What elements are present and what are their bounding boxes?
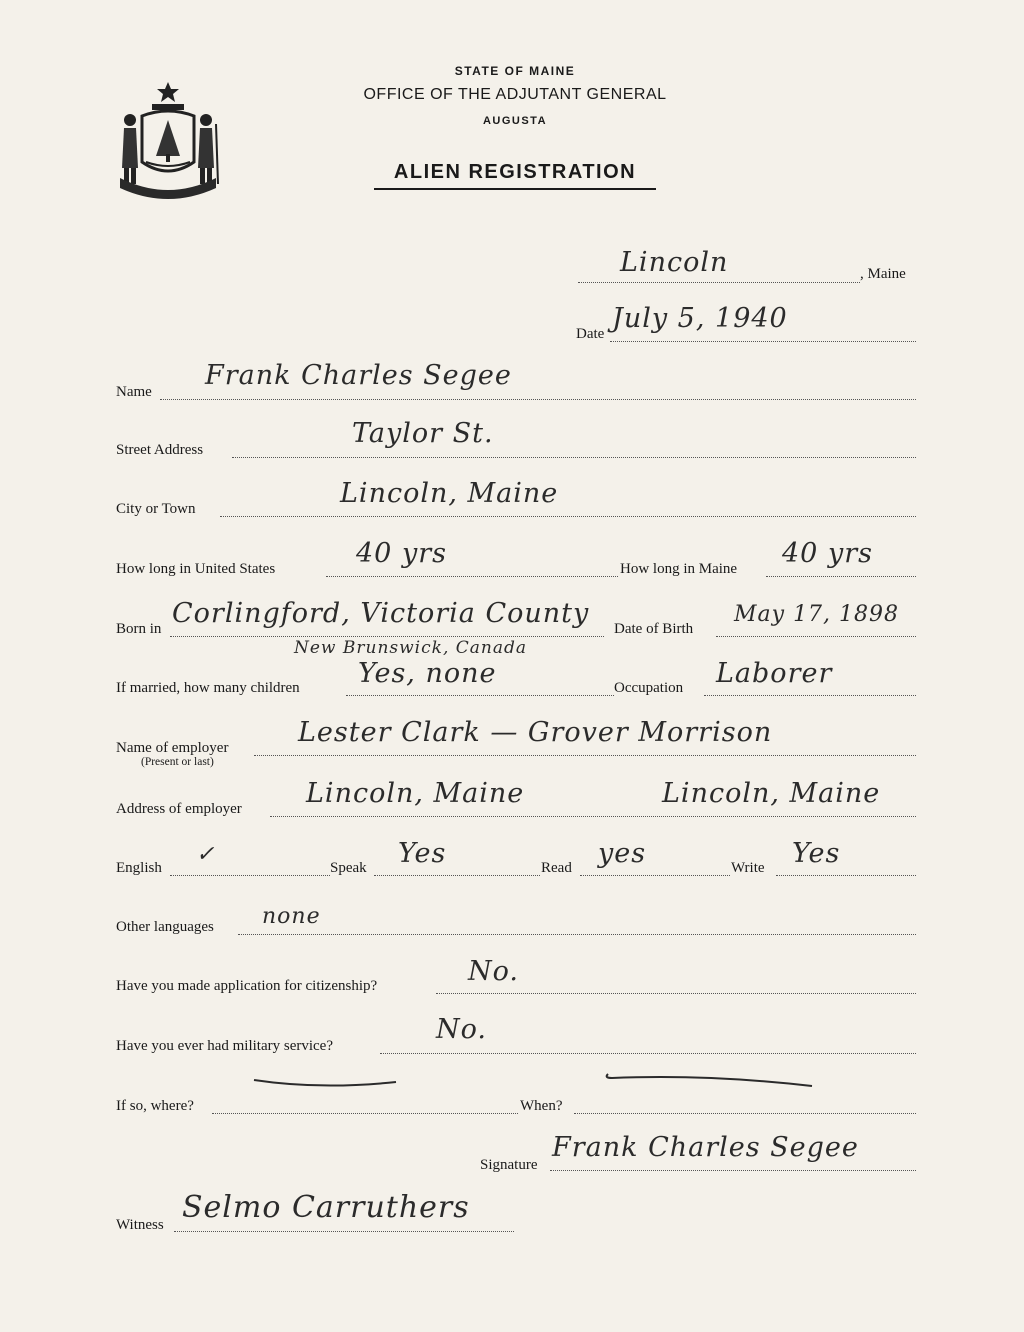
name-label: Name [116,384,152,400]
english-label: English [116,860,162,876]
name-line [160,399,916,400]
location-line [578,282,860,283]
employer-address-value-2: Lincoln, Maine [662,778,881,809]
how-long-us-line [326,576,618,577]
how-long-us-label: How long in United States [116,561,276,577]
form-title: ALIEN REGISTRATION [393,161,637,183]
header-city: AUGUSTA [482,115,548,127]
city-value: Lincoln, Maine [340,478,559,509]
speak-label: Speak [330,860,367,876]
how-long-us-value: 40 yrs [356,538,447,569]
date-line [610,341,916,342]
occupation-value: Laborer [716,658,833,689]
date-of-birth-label: Date of Birth [614,621,694,637]
signature-value: Frank Charles Segee [552,1132,859,1163]
employer-line [254,755,916,756]
children-line [346,695,614,696]
citizenship-line [436,993,916,994]
city-label: City or Town [116,501,196,517]
date-value: July 5, 1940 [612,303,788,334]
where-dash-mark [250,1072,400,1092]
name-value: Frank Charles Segee [205,360,512,391]
date-of-birth-value: May 17, 1898 [734,602,900,627]
children-label: If married, how many children [116,680,300,696]
title-underline [374,188,656,190]
when-label: When? [520,1098,563,1114]
employer-address-label: Address of employer [116,801,242,817]
location-suffix: , Maine [860,266,906,282]
born-in-label: Born in [116,621,162,637]
header-office: OFFICE OF THE ADJUTANT GENERAL [363,86,667,103]
write-line [776,875,916,876]
employer-label: Name of employer [116,740,229,756]
military-line [380,1053,916,1054]
date-label: Date [576,326,605,342]
other-languages-line [238,934,916,935]
employer-note: (Present or last) [141,756,214,768]
how-long-maine-line [766,576,916,577]
write-value: Yes [792,838,841,869]
born-in-value-line2: New Brunswick, Canada [294,638,527,658]
born-in-value: Corlingford, Victoria County [172,598,590,629]
signature-label: Signature [480,1157,538,1173]
write-label: Write [731,860,765,876]
born-in-line [170,636,604,637]
military-value: No. [436,1014,487,1045]
city-line [220,516,916,517]
signature-line [550,1170,916,1171]
header-state: STATE OF MAINE [454,64,576,78]
location-value: Lincoln [620,247,729,278]
read-label: Read [541,860,572,876]
english-line [170,875,330,876]
children-value: Yes, none [358,658,497,689]
how-long-maine-value: 40 yrs [782,538,873,569]
how-long-maine-label: How long in Maine [620,561,738,577]
read-value: yes [598,838,647,869]
when-dash-mark [598,1068,818,1094]
citizenship-label: Have you made application for citizenship? [116,978,378,994]
employer-value: Lester Clark — Grover Morrison [298,717,773,748]
when-line [574,1113,916,1114]
other-languages-value: none [262,904,321,929]
military-label: Have you ever had military service? [116,1038,333,1054]
where-label: If so, where? [116,1098,194,1114]
other-languages-label: Other languages [116,919,214,935]
street-line [232,457,916,458]
english-value: ✓ [196,842,216,867]
where-line [212,1113,518,1114]
witness-line [174,1231,514,1232]
seal-banner-text: MAINE [148,180,188,191]
citizenship-value: No. [468,956,519,987]
street-value: Taylor St. [352,418,494,449]
date-of-birth-line [716,636,916,637]
employer-address-value-1: Lincoln, Maine [306,778,525,809]
employer-address-line [270,816,916,817]
speak-line [374,875,540,876]
witness-label: Witness [116,1217,164,1233]
speak-value: Yes [398,838,447,869]
street-label: Street Address [116,442,204,458]
read-line [580,875,730,876]
occupation-label: Occupation [614,680,684,696]
witness-value: Selmo Carruthers [182,1190,470,1225]
occupation-line [704,695,916,696]
